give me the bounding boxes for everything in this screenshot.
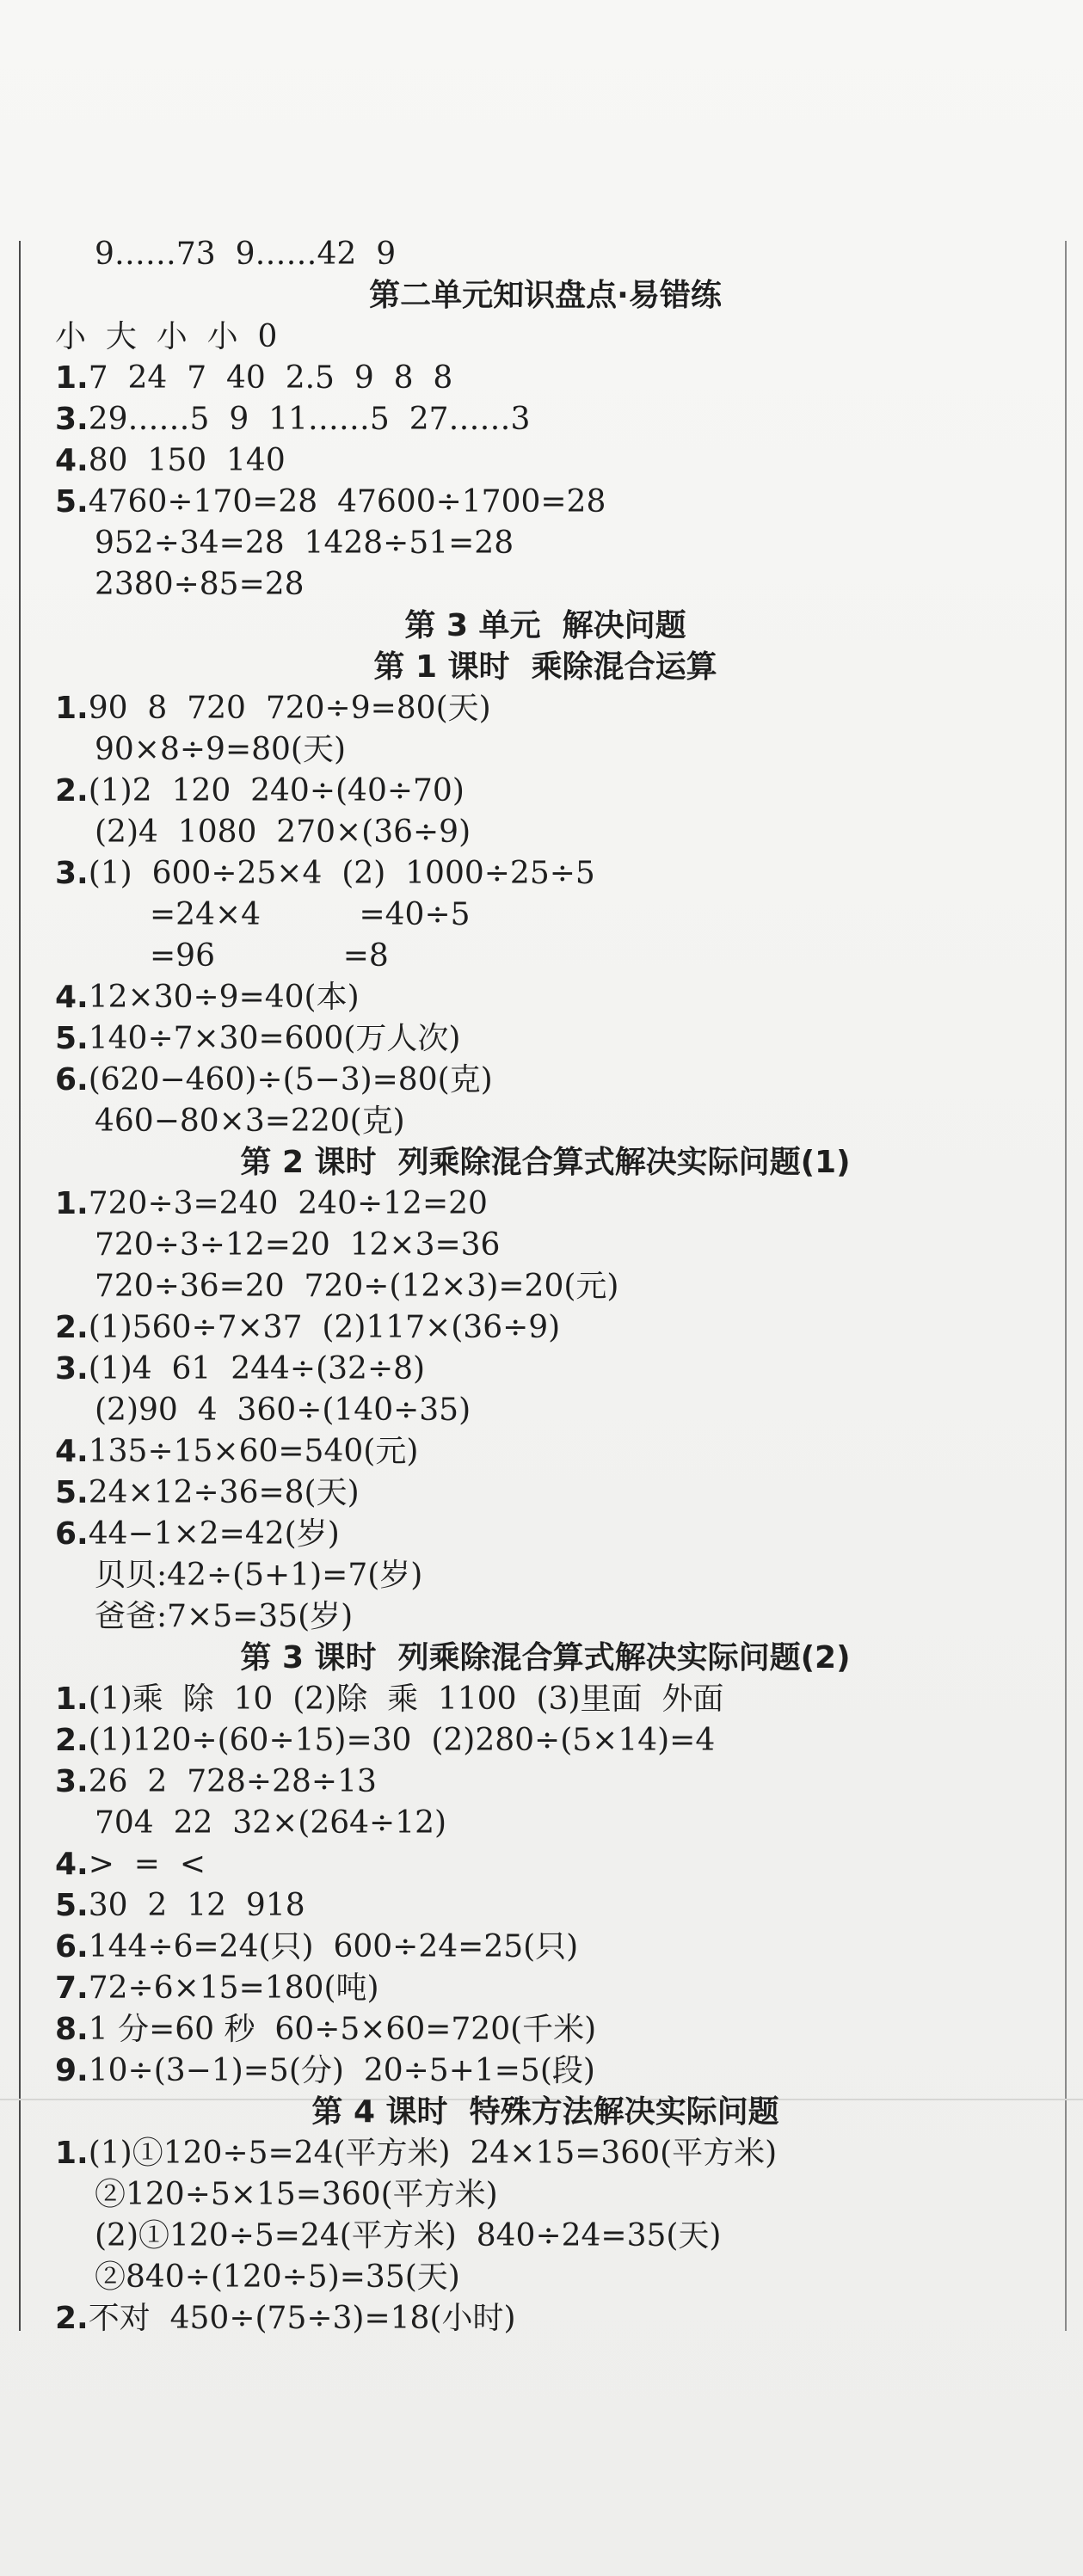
answer-line <box>55 234 1036 275</box>
right-margin-rule <box>1065 241 1067 2331</box>
answer-text: (2)①120÷5=24(平方米) 840÷24=35(天) <box>95 2218 722 2253</box>
answer-line <box>55 2050 1036 2092</box>
answer-text: 4760÷170=28 47600÷1700=28 <box>88 484 606 520</box>
answer-content <box>55 234 1036 2339</box>
answer-line <box>55 688 1036 729</box>
question-number: 3. <box>55 1764 89 1799</box>
answer-line <box>55 1803 1036 1844</box>
question-number: 3. <box>55 856 89 891</box>
answer-text: (1)4 61 244÷(32÷8) <box>88 1351 426 1386</box>
answer-text: (1)2 120 240÷(40÷70) <box>88 773 465 808</box>
answer-text: ②840÷(120÷5)=35(天) <box>95 2259 460 2295</box>
answer-line <box>55 523 1036 564</box>
answer-line <box>55 1431 1036 1472</box>
question-number: 1. <box>55 360 89 396</box>
answer-line <box>55 1349 1036 1390</box>
answer-line <box>55 564 1036 606</box>
question-number: 3. <box>55 1351 89 1386</box>
question-number: 2. <box>55 1723 89 1758</box>
answer-line <box>55 771 1036 812</box>
answer-line <box>55 812 1036 853</box>
answer-text: 720÷3=240 240÷12=20 <box>88 1186 488 1221</box>
question-number: 8. <box>55 2012 89 2047</box>
answer-text: 24×12÷36=8(天) <box>88 1475 360 1510</box>
answer-text: =96 =8 <box>150 938 389 974</box>
answer-line <box>55 2257 1036 2298</box>
answer-line <box>55 853 1036 895</box>
answer-line <box>55 1968 1036 2009</box>
answer-text: 44−1×2=42(岁) <box>88 1516 340 1552</box>
question-number: 4. <box>55 443 89 478</box>
answer-line <box>55 1225 1036 1266</box>
answer-line <box>55 895 1036 936</box>
answer-line <box>55 1266 1036 1307</box>
question-number: 5. <box>55 1888 89 1923</box>
section-heading: 第 4 课时 特殊方法解决实际问题 <box>311 2094 779 2130</box>
left-margin-rule <box>19 241 21 2331</box>
answer-line <box>55 399 1036 440</box>
answer-line <box>55 2133 1036 2174</box>
answer-line <box>55 1679 1036 1720</box>
answer-line <box>55 2009 1036 2050</box>
answer-line <box>55 1307 1036 1349</box>
answer-text: 9……73 9……42 9 <box>95 237 397 272</box>
answer-line <box>55 1720 1036 1761</box>
question-number: 2. <box>55 1310 89 1345</box>
answer-line <box>55 2298 1036 2339</box>
question-number: 7. <box>55 1970 89 2006</box>
answer-line <box>55 1885 1036 1927</box>
question-number: 4. <box>55 1434 89 1469</box>
answer-text: 460−80×3=220(克) <box>95 1104 405 1139</box>
answer-line <box>55 2174 1036 2216</box>
section-heading: 第 3 单元 解决问题 <box>404 608 686 643</box>
answer-line <box>55 1472 1036 1514</box>
answer-line <box>55 1844 1036 1885</box>
question-number: 5. <box>55 484 89 520</box>
answer-text: 30 2 12 918 <box>88 1888 305 1923</box>
answer-text: 952÷34=28 1428÷51=28 <box>95 526 514 561</box>
question-number: 2. <box>55 773 89 808</box>
answer-line <box>55 936 1036 977</box>
answer-line <box>55 1514 1036 1555</box>
answer-text: 10÷(3−1)=5(分) 20÷5+1=5(段) <box>88 2053 595 2088</box>
answer-line <box>55 1018 1036 1060</box>
question-number: 5. <box>55 1021 89 1056</box>
answer-text: (1)乘 除 10 (2)除 乘 1100 (3)里面 外面 <box>88 1681 724 1717</box>
answer-text: 720÷36=20 720÷(12×3)=20(元) <box>95 1269 619 1304</box>
answer-text: (620−460)÷(5−3)=80(克) <box>88 1062 493 1097</box>
answer-text: 144÷6=24(只) 600÷24=25(只) <box>88 1929 579 1964</box>
answer-line <box>55 1596 1036 1638</box>
answer-line <box>55 2216 1036 2257</box>
answer-text: 80 150 140 <box>88 443 286 478</box>
answer-text: (1) 600÷25×4 (2) 1000÷25÷5 <box>88 856 595 891</box>
answer-text: 7 24 7 40 2.5 9 8 8 <box>88 360 453 396</box>
section-heading: 第 2 课时 列乘除混合算式解决实际问题(1) <box>240 1145 851 1180</box>
answer-line <box>55 729 1036 771</box>
section-heading: 第二单元知识盘点·易错练 <box>369 278 722 313</box>
answer-text: (2)90 4 360÷(140÷35) <box>95 1393 471 1428</box>
answer-line <box>55 1183 1036 1225</box>
question-number: 1. <box>55 2136 89 2171</box>
answer-line <box>55 317 1036 358</box>
question-number: 1. <box>55 1186 89 1221</box>
question-number: 2. <box>55 2301 89 2336</box>
section-heading: 第 1 课时 乘除混合运算 <box>373 649 717 685</box>
answer-text: 爸爸:7×5=35(岁) <box>95 1599 354 1634</box>
answer-text: 1 分=60 秒 60÷5×60=720(千米) <box>88 2012 597 2047</box>
question-number: 1. <box>55 1681 89 1717</box>
question-number: 9. <box>55 2053 89 2088</box>
question-number: 4. <box>55 1847 89 1882</box>
answer-text: 72÷6×15=180(吨) <box>88 1970 379 2006</box>
answer-text: (2)4 1080 270×(36÷9) <box>95 815 471 850</box>
answer-line <box>55 1101 1036 1142</box>
answer-text: 135÷15×60=540(元) <box>88 1434 419 1469</box>
answer-text: 小 大 小 小 0 <box>55 319 278 354</box>
answer-text: (1)120÷(60÷15)=30 (2)280÷(5×14)=4 <box>88 1723 716 1758</box>
answer-text: 90 8 720 720÷9=80(天) <box>88 691 491 726</box>
answer-text: 140÷7×30=600(万人次) <box>88 1021 461 1056</box>
answer-text: > = < <box>88 1847 206 1882</box>
question-number: 6. <box>55 1516 89 1552</box>
section-heading: 第 3 课时 列乘除混合算式解决实际问题(2) <box>240 1640 851 1675</box>
answer-line <box>55 1060 1036 1101</box>
answer-text: 不对 450÷(75÷3)=18(小时) <box>88 2301 516 2336</box>
answer-text: 贝贝:42÷(5+1)=7(岁) <box>95 1558 423 1593</box>
answer-text: 29……5 9 11……5 27……3 <box>88 402 531 437</box>
answer-text: 2380÷85=28 <box>95 567 305 602</box>
answer-text: 90×8÷9=80(天) <box>95 732 347 767</box>
question-number: 6. <box>55 1062 89 1097</box>
answer-text: (1)560÷7×37 (2)117×(36÷9) <box>88 1310 561 1345</box>
question-number: 1. <box>55 691 89 726</box>
answer-text: 704 22 32×(264÷12) <box>95 1805 447 1841</box>
question-number: 5. <box>55 1475 89 1510</box>
answer-line <box>55 1390 1036 1431</box>
answer-line <box>55 1927 1036 1968</box>
question-number: 4. <box>55 980 89 1015</box>
answer-line <box>55 358 1036 399</box>
question-number: 6. <box>55 1929 89 1964</box>
question-number: 3. <box>55 402 89 437</box>
answer-text: =24×4 =40÷5 <box>150 897 471 932</box>
answer-text: (1)①120÷5=24(平方米) 24×15=360(平方米) <box>88 2136 778 2171</box>
answer-text: ②120÷5×15=360(平方米) <box>95 2177 498 2212</box>
answer-line <box>55 977 1036 1018</box>
answer-line <box>55 1761 1036 1803</box>
answer-text: 26 2 728÷28÷13 <box>88 1764 377 1799</box>
answer-text: 720÷3÷12=20 12×3=36 <box>95 1227 501 1263</box>
answer-line <box>55 482 1036 523</box>
answer-text: 12×30÷9=40(本) <box>88 980 360 1015</box>
answer-line <box>55 1555 1036 1596</box>
answer-line <box>55 440 1036 482</box>
